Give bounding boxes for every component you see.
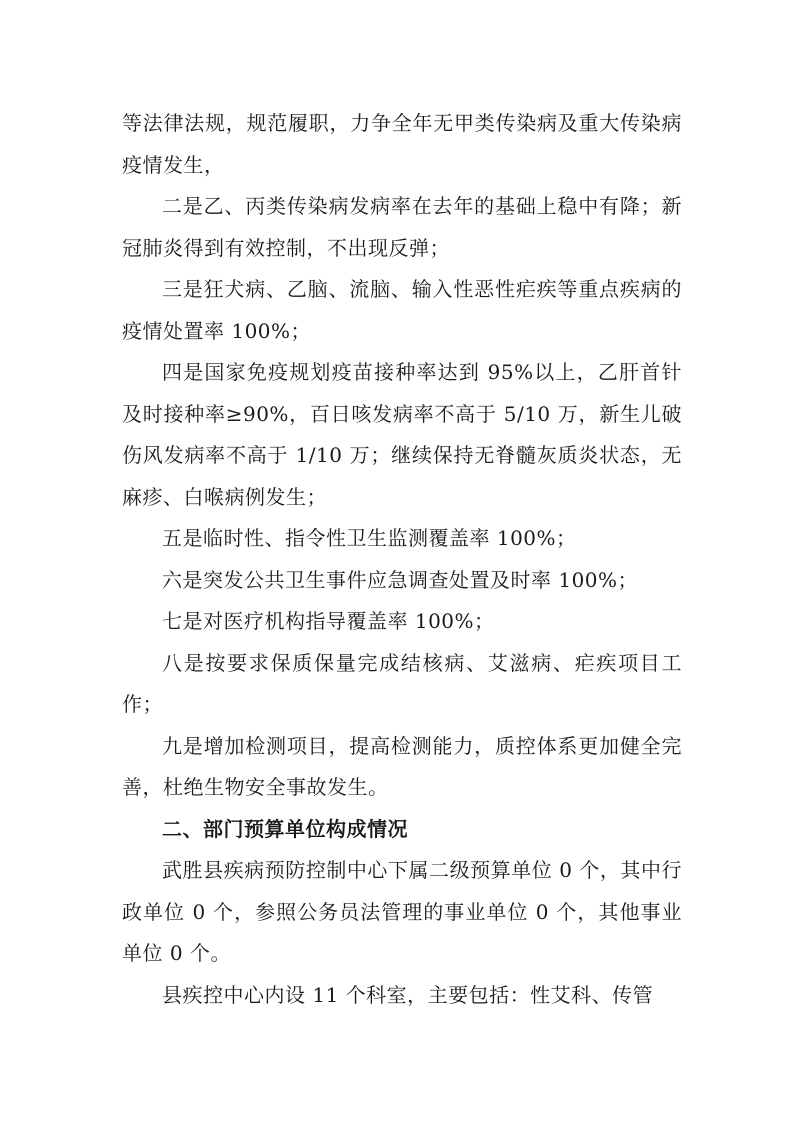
paragraph-budget-units: 武胜县疾病预防控制中心下属二级预算单位 0 个，其中行政单位 0 个，参照公务员法管理的事业单位 0 个，其他事业单位 0 个。 xyxy=(122,858,682,965)
paragraph-item-9-testing-capacity: 九是增加检测项目，提高检测能力，质控体系更加健全完善，杜绝生物安全事故发生。 xyxy=(122,733,682,799)
document-body xyxy=(122,103,682,1016)
paragraph-continued-law-compliance: 等法律法规，规范履职，力争全年无甲类传染病及重大传染病疫情发生， xyxy=(122,111,682,177)
paragraph-departments: 县疾控中心内设 11 个科室，主要包括：性艾科、传管 xyxy=(162,982,654,1007)
paragraph-item-2-class-bc-diseases: 二是乙、丙类传染病发病率在去年的基础上稳中有降；新冠肺炎得到有效控制，不出现反弹； xyxy=(122,194,682,260)
paragraph-item-8-tb-aids-malaria: 八是按要求保质保量完成结核病、艾滋病、疟疾项目工作； xyxy=(122,650,682,716)
paragraph-item-6-emergency-response: 六是突发公共卫生事件应急调查处置及时率 100%； xyxy=(162,567,639,592)
paragraph-item-3-key-diseases: 三是狂犬病、乙脑、流脑、输入性恶性疟疾等重点疾病的疫情处置率 100%； xyxy=(122,277,682,343)
paragraph-item-7-medical-guidance: 七是对医疗机构指导覆盖率 100%； xyxy=(162,609,495,633)
paragraph-item-5-health-monitoring: 五是临时性、指令性卫生监测覆盖率 100%； xyxy=(162,526,577,550)
paragraph-item-4-immunization: 四是国家免疫规划疫苗接种率达到 95%以上，乙肝首针及时接种率≥90%，百日咳发病率不高于 5/10 万，新生儿破伤风发病率不高于 1/10 万；继续保持无脊髓灰质炎状态，无麻疹、白喉病例发生； xyxy=(122,360,682,509)
section-heading-budget-units: 二、部门预算单位构成情况 xyxy=(162,816,408,841)
